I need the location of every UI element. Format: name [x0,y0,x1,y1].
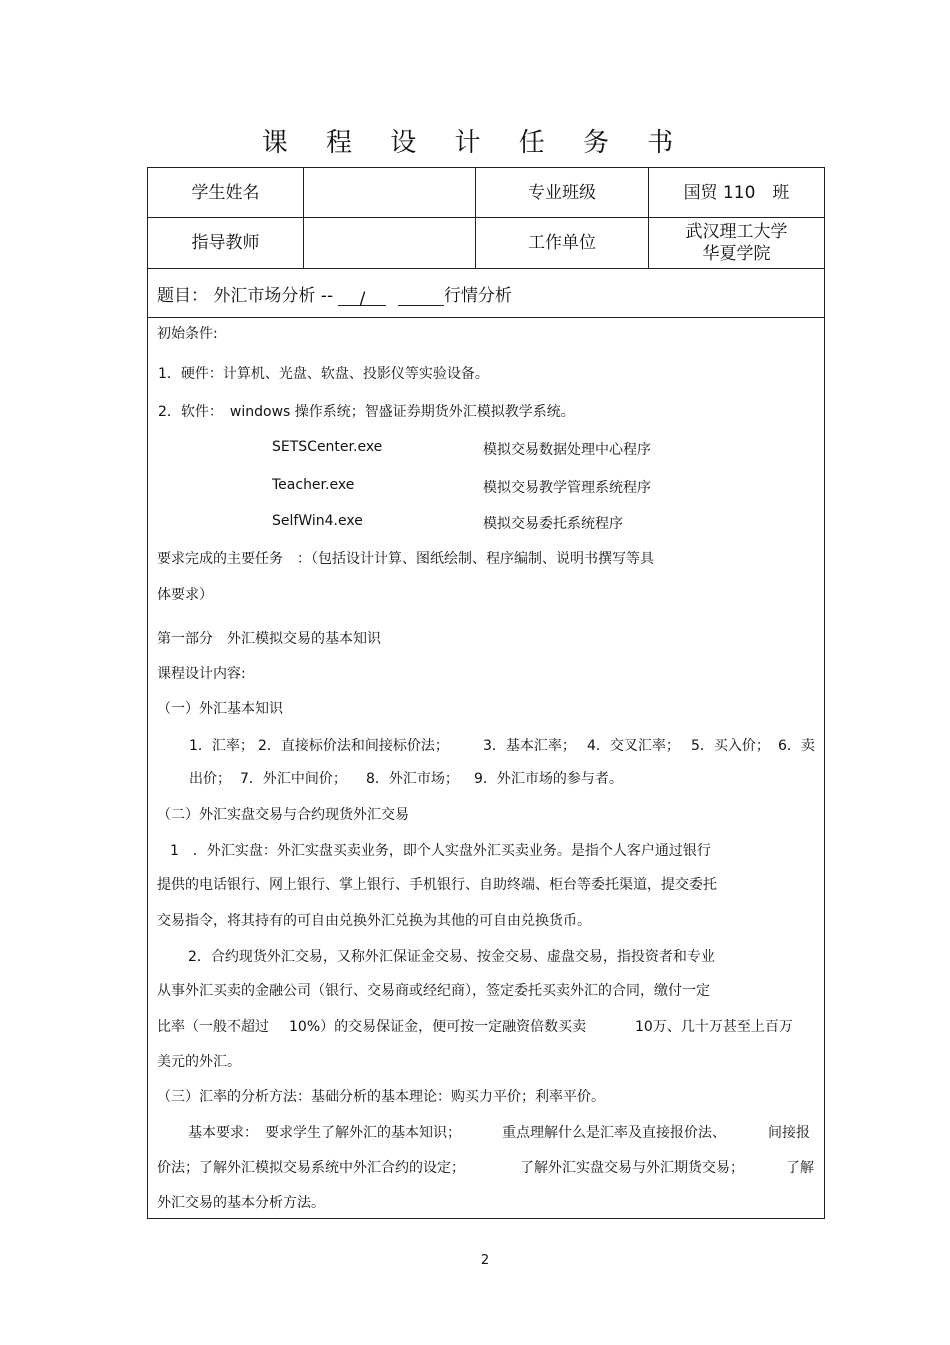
document-title: 课 程 设 计 任 务 书 [261,128,689,158]
requirements-line: 重点理解什么是汇率及直接报价法、 [502,1125,726,1141]
section2-title: （二）外汇实盘交易与合约现货外汇交易 [157,807,409,823]
part1-heading: 第一部分 外汇模拟交易的基本知识 [157,631,381,647]
program-file: Teacher.exe [272,477,355,493]
requirements-line: 外汇交易的基本分析方法。 [157,1195,325,1211]
sec1-item: 5．买入价； [691,738,770,754]
sec1-item: 6．卖 [778,738,815,754]
row-topic [148,269,824,318]
topic-blank-2 [398,289,444,306]
major-class-value: 国贸 110 班 [648,168,824,217]
work-unit-label: 工作单位 [475,218,648,268]
requirements-line: 价法；了解外汇模拟交易系统中外汇合约的设定； [157,1160,465,1176]
sec1-item: 出价； [189,771,231,787]
sec2-paragraph-line: 1 ．外汇实盘：外汇实盘买卖业务，即个人实盘外汇买卖业务。是指个人客户通过银行 [170,843,711,859]
sec1-item: 1．汇率； [189,738,254,754]
sec2-paragraph-line: 10%）的交易保证金，便可按一定融资倍数买卖 [289,1019,587,1035]
hardware-line: 1．硬件：计算机、光盘、软盘、投影仪等实验设备。 [158,366,489,382]
section3-title: （三）汇率的分析方法：基础分析的基本理论：购买力平价；利率平价。 [157,1089,605,1105]
sec2-paragraph-line: 提供的电话银行、网上银行、掌上银行、手机银行、自助终端、柜台等委托渠道，提交委托 [157,877,717,893]
tasks-heading-line2: 体要求） [157,587,213,603]
topic-blank-1 [338,289,386,309]
program-file: SelfWin4.exe [272,513,363,529]
requirements-line: 了解 [786,1160,814,1176]
program-file: SETSCenter.exe [272,439,383,455]
sec1-item: 8．外汇市场； [366,771,459,787]
topic-suffix: 行情分析 [443,286,512,306]
program-desc: 模拟交易教学管理系统程序 [483,480,651,496]
work-unit-line1: 武汉理工大学 [685,222,788,242]
sec2-paragraph-line: 交易指令，将其持有的可自由兑换外汇兑换为其他的可自由兑换货币。 [157,913,591,929]
tasks-heading-line1: 要求完成的主要任务 ：（包括设计计算、图纸绘制、程序编制、说明书撰写等具 [157,551,654,567]
software-line: 2．软件： windows 操作系统；智盛证券期货外汇模拟教学系统。 [158,404,575,420]
page-number: 2 [480,1253,490,1268]
program-desc: 模拟交易委托系统程序 [483,516,623,532]
topic-line [157,281,512,309]
sec1-item: 4．交叉汇率； [587,738,680,754]
sec1-item: 3．基本汇率； [483,738,576,754]
advisor-value [303,218,475,268]
topic-prefix: 题目： 外汇市场分析 -- [157,286,334,306]
content-label: 课程设计内容: [157,666,246,682]
student-name-label: 学生姓名 [191,182,260,203]
work-unit-line2: 华夏学院 [702,244,771,264]
sec1-item: 2．直接标价法和间接标价法； [258,738,449,754]
section1-title: （一）外汇基本知识 [157,701,283,717]
sec2-paragraph-line: 2．合约现货外汇交易，又称外汇保证金交易、按金交易、虚盘交易，指投资者和专业 [188,949,715,965]
requirements-line: 了解外汇实盘交易与外汇期货交易； [520,1160,744,1176]
row-advisor [148,218,824,269]
requirements-line: 基本要求： 要求学生了解外汇的基本知识； [188,1125,461,1141]
topic-slash: / [359,289,366,309]
program-desc: 模拟交易数据处理中心程序 [483,442,651,458]
major-class-label: 专业班级 [475,168,648,217]
student-name-value [303,168,475,217]
row-student [148,168,824,218]
sec2-paragraph-line: 10万、几十万甚至上百万 [635,1019,793,1035]
sec1-item: 9．外汇市场的参与者。 [474,771,623,787]
sec2-paragraph-line: 美元的外汇。 [157,1054,241,1070]
requirements-line: 间接报 [768,1125,810,1141]
sec1-item: 7．外汇中间价； [240,771,347,787]
work-unit-value [648,218,824,268]
sec2-paragraph-line: 从事外汇买卖的金融公司（银行、交易商或经纪商），签定委托买卖外汇的合同，缴付一定 [157,983,710,999]
advisor-label: 指导教师 [191,233,260,253]
task-table [147,167,825,1219]
initial-heading: 初始条件: [157,326,218,342]
sec2-paragraph-line: 比率（一般不超过 [157,1019,269,1035]
